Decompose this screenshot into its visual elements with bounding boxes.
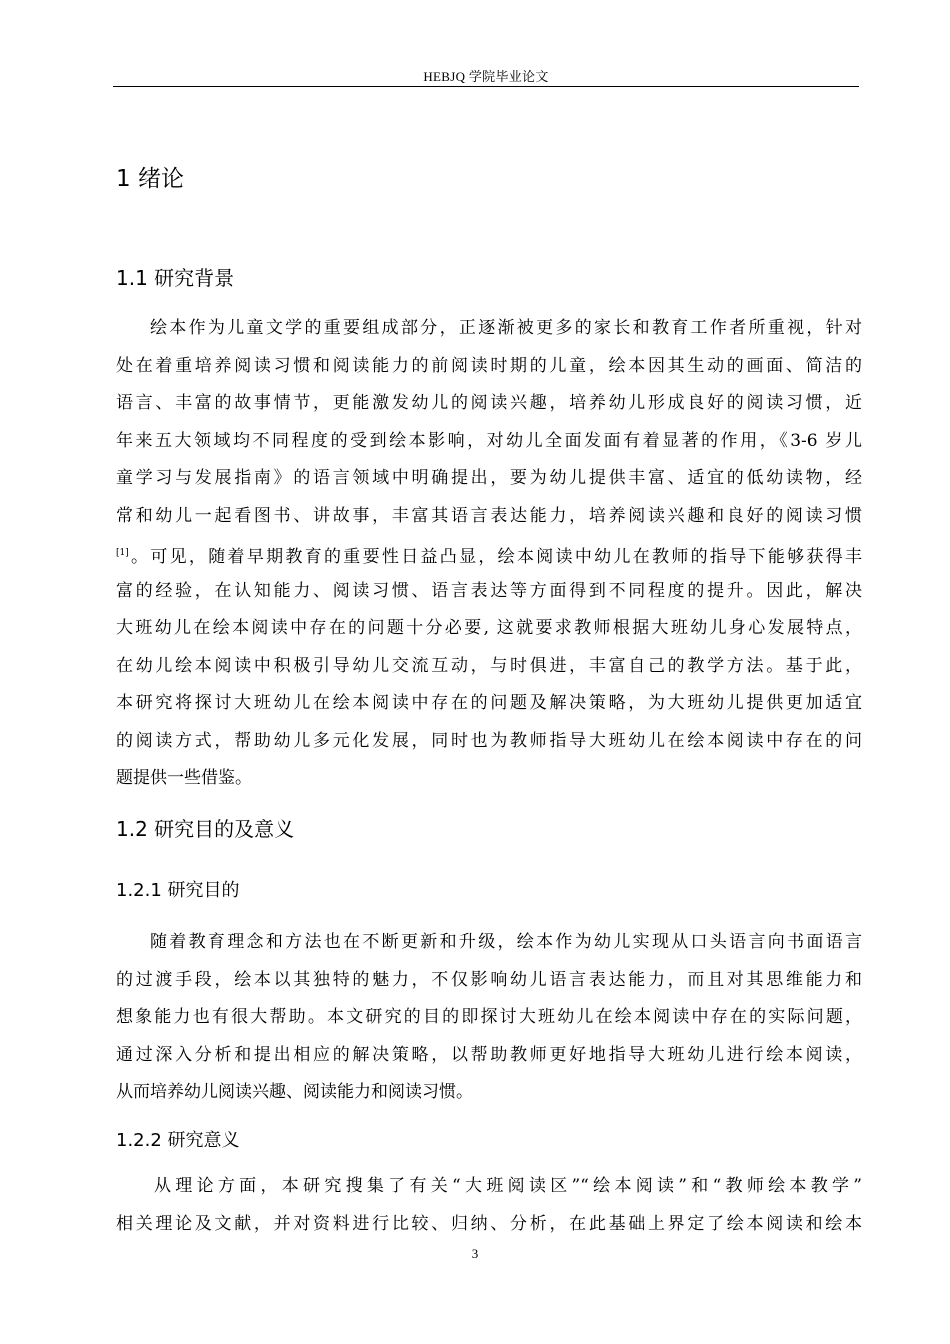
paragraph-line: 从而培养幼儿阅读兴趣、阅读能力和阅读习惯。: [116, 1082, 473, 1102]
paragraph-line: 常和幼儿一起看图书、讲故事，丰富其语言表达能力，培养阅读兴趣和良好的阅读习惯: [116, 505, 862, 526]
paragraph-line: 绘本作为儿童文学的重要组成部分，正逐渐被更多的家长和教育工作者所重视，针对: [150, 318, 862, 338]
section-1-1-paragraph: [116, 310, 862, 798]
paragraph-line: 本研究将探讨大班幼儿在绘本阅读中存在的问题及解决策略，为大班幼儿提供更加适宜: [116, 693, 862, 713]
paragraph-line: 想象能力也有很大帮助。本文研究的目的即探讨大班幼儿在绘本阅读中存在的实际问题，: [116, 1007, 862, 1027]
paragraph-line: 从理论方面，本研究搜集了有关“大班阅读区”“绘本阅读”和“教师绘本教学”: [154, 1176, 862, 1196]
section-title-1-2: 1.2 研究目的及意义: [116, 817, 295, 841]
section-title-1-1: 1.1 研究背景: [116, 266, 235, 290]
paragraph-line: 随着教育理念和方法也在不断更新和升级，绘本作为幼儿实现从口头语言向书面语言: [150, 932, 862, 952]
paragraph-line: 语言、丰富的故事情节，更能激发幼儿的阅读兴趣，培养幼儿形成良好的阅读习惯，近: [116, 393, 862, 413]
paragraph-line: 处在着重培养阅读习惯和阅读能力的前阅读时期的儿童，绘本因其生动的画面、简洁的: [116, 355, 862, 376]
section-title-1-2-1: 1.2.1 研究目的: [116, 880, 240, 901]
section-1-2-2-paragraph: [116, 1168, 862, 1243]
chapter-title: 1 绪论: [116, 166, 184, 192]
section-title-1-2-2: 1.2.2 研究意义: [116, 1130, 240, 1151]
paragraph-line: 富的经验，在认知能力、阅读习惯、语言表达等方面得到不同程度的提升。因此，解决: [116, 580, 862, 601]
paragraph-line: 相关理论及文献，并对资料进行比较、归纳、分析，在此基础上界定了绘本阅读和绘本: [116, 1213, 862, 1234]
paragraph-line: 大班幼儿在绘本阅读中存在的问题十分必要, 这就要求教师根据大班幼儿身心发展特点，: [116, 618, 862, 638]
paragraph-line: 的过渡手段，绘本以其独特的魅力，不仅影响幼儿语言表达能力，而且对其思维能力和: [116, 969, 862, 990]
paragraph-line: 通过深入分析和提出相应的解决策略，以帮助教师更好地指导大班幼儿进行绘本阅读，: [116, 1044, 862, 1065]
section-1-2-1-paragraph: [116, 924, 862, 1112]
running-header: HEBJQ 学院毕业论文: [423, 69, 549, 84]
paragraph-line: 在幼儿绘本阅读中积极引导幼儿交流互动，与时俱进，丰富自己的教学方法。基于此，: [116, 655, 862, 676]
paragraph-line-with-citation: [116, 535, 862, 573]
header-rule: [113, 86, 859, 87]
paragraph-line: 的阅读方式，帮助幼儿多元化发展，同时也为教师指导大班幼儿在绘本阅读中存在的问: [116, 730, 862, 751]
page-number: 3: [471, 1246, 479, 1261]
paragraph-line-text: 。可见，随着早期教育的重要性日益凸显，绘本阅读中幼儿在教师的指导下能够获得丰: [128, 547, 862, 567]
paragraph-line: 题提供一些借鉴。: [116, 768, 252, 788]
paragraph-line: 年来五大领域均不同程度的受到绘本影响，对幼儿全面发面有着显著的作用，《3-6 岁儿: [116, 430, 862, 451]
citation-marker: [1]: [116, 548, 129, 558]
paragraph-line: 童学习与发展指南》的语言领域中明确提出，要为幼儿提供丰富、适宜的低幼读物，经: [116, 468, 862, 488]
